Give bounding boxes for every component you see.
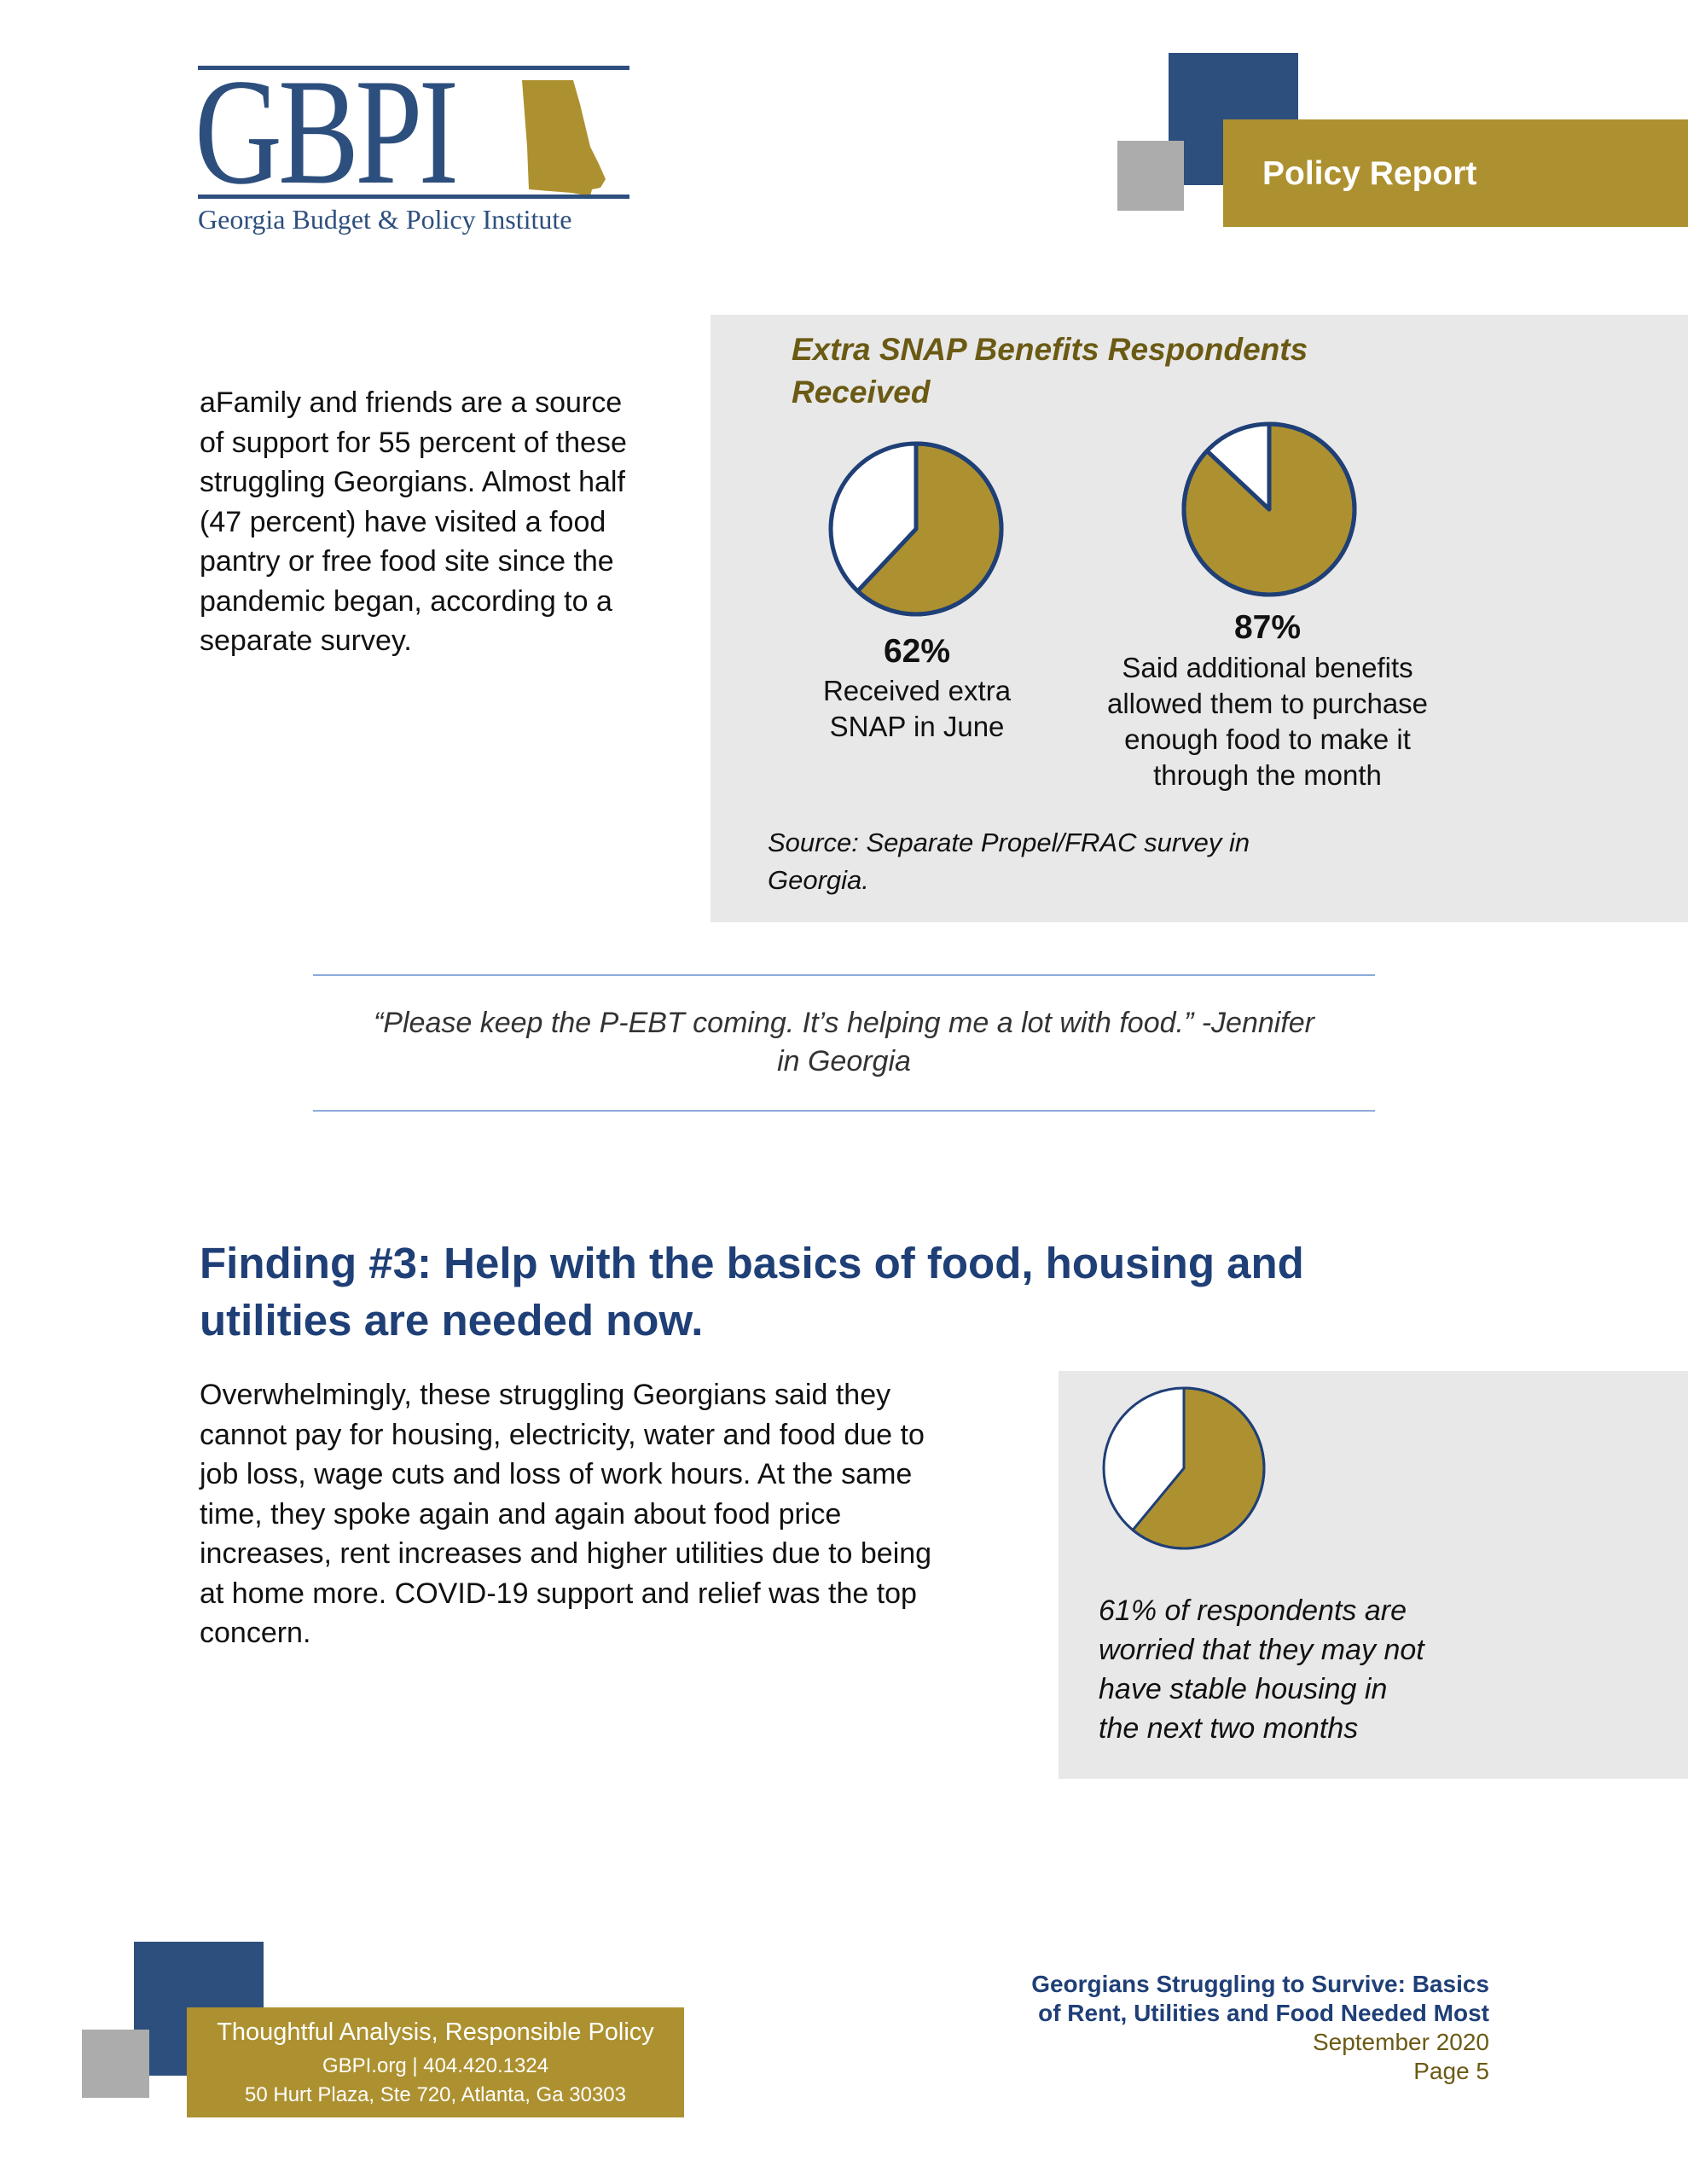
title-line: Received — [792, 375, 931, 410]
georgia-map-icon — [520, 78, 623, 198]
report-title-line: Georgians Struggling to Survive: Basics — [1031, 1971, 1489, 1997]
text-line: pantry or free food site since the — [200, 545, 614, 578]
snap-enough-food-caption — [1071, 650, 1464, 793]
text-line: cannot pay for housing, electricity, water and food due to — [200, 1418, 925, 1451]
heading-line: utilities are needed now. — [200, 1296, 704, 1345]
source-line: Georgia. — [768, 865, 869, 895]
quote-line: “Please keep the P-EBT coming. It’s helping me a lot with food.” -Jennifer — [373, 1007, 1315, 1039]
policy-report-badge — [1223, 119, 1688, 227]
footer-address: 50 Hurt Plaza, Ste 720, Atlanta, Ga 30303 — [245, 2083, 626, 2106]
snap-panel-title — [792, 328, 1308, 414]
caption-line: Received extra — [822, 675, 1012, 706]
snap-enough-food-pie — [1180, 420, 1359, 599]
footer-tagline: Thoughtful Analysis, Responsible Policy — [217, 2018, 654, 2046]
intro-paragraph — [200, 383, 627, 661]
text-line: have stable housing in — [1099, 1673, 1388, 1705]
pull-quote — [313, 1004, 1375, 1081]
text-line: pandemic began, according to a — [200, 584, 612, 618]
snap-benefits-panel — [711, 315, 1688, 922]
text-line: Overwhelmingly, these struggling Georgians said they — [200, 1379, 891, 1411]
logo-bottom-rule — [198, 195, 629, 199]
text-line: separate survey. — [200, 624, 412, 657]
text-line: (47 percent) have visited a food — [200, 505, 606, 538]
text-line: job loss, wage cuts and loss of work hours. At the same — [200, 1458, 913, 1490]
text-line: at home more. COVID-19 support and relief was the top — [200, 1577, 917, 1610]
text-line: increases, rent increases and higher utilities due to being — [200, 1537, 932, 1570]
footer-contact[interactable]: GBPI.org | 404.420.1324 — [322, 2054, 549, 2077]
finding-paragraph — [200, 1375, 931, 1653]
caption-line: SNAP in June — [829, 711, 1005, 742]
logo-top-rule — [198, 66, 629, 70]
quote-bottom-rule — [313, 1110, 1375, 1112]
caption-line: enough food to make it — [1124, 723, 1411, 755]
housing-worry-pie — [1101, 1385, 1267, 1551]
text-line: the next two months — [1099, 1712, 1359, 1745]
snap-enough-food-percent: 87% — [1233, 609, 1302, 646]
text-line: aFamily and friends are a source — [200, 386, 623, 419]
report-title-line: of Rent, Utilities and Food Needed Most — [1038, 2000, 1489, 2026]
snap-june-caption — [789, 673, 1045, 745]
caption-line: allowed them to purchase — [1106, 688, 1429, 719]
header-gray-block — [1117, 141, 1184, 211]
snap-june-pie — [827, 439, 1006, 619]
logo-letters: GBPI — [194, 72, 455, 191]
footer-contact-block — [187, 2007, 684, 2117]
housing-panel — [1059, 1371, 1688, 1779]
text-line: of support for 55 percent of these — [200, 426, 627, 459]
footer-report-info — [1031, 1970, 1489, 2086]
caption-line: Said additional benefits — [1122, 652, 1413, 683]
text-line: concern. — [200, 1617, 311, 1649]
title-line: Extra SNAP Benefits Respondents — [792, 332, 1308, 367]
source-line: Source: Separate Propel/FRAC survey in — [768, 828, 1250, 857]
report-date: September 2020 — [1312, 2029, 1489, 2055]
heading-line: Finding #3: Help with the basics of food, housing and — [200, 1239, 1304, 1287]
text-line: struggling Georgians. Almost half — [200, 466, 625, 498]
footer-gray-block — [82, 2030, 149, 2098]
finding-heading — [200, 1234, 1304, 1349]
text-line: time, they spoke again and again about food price — [200, 1497, 842, 1531]
text-line: worried that they may not — [1099, 1634, 1424, 1666]
logo-org-name: Georgia Budget & Policy Institute — [198, 204, 572, 235]
page-number: Page 5 — [1413, 2058, 1489, 2084]
caption-line: through the month — [1153, 759, 1382, 791]
policy-report-label: Policy Report — [1262, 155, 1477, 192]
snap-june-percent: 62% — [883, 633, 951, 670]
text-line: 61% of respondents are — [1099, 1594, 1407, 1627]
quote-line: in Georgia — [777, 1045, 911, 1077]
quote-top-rule — [313, 974, 1375, 976]
housing-stat-text — [1099, 1591, 1424, 1748]
snap-source-note — [768, 824, 1250, 899]
